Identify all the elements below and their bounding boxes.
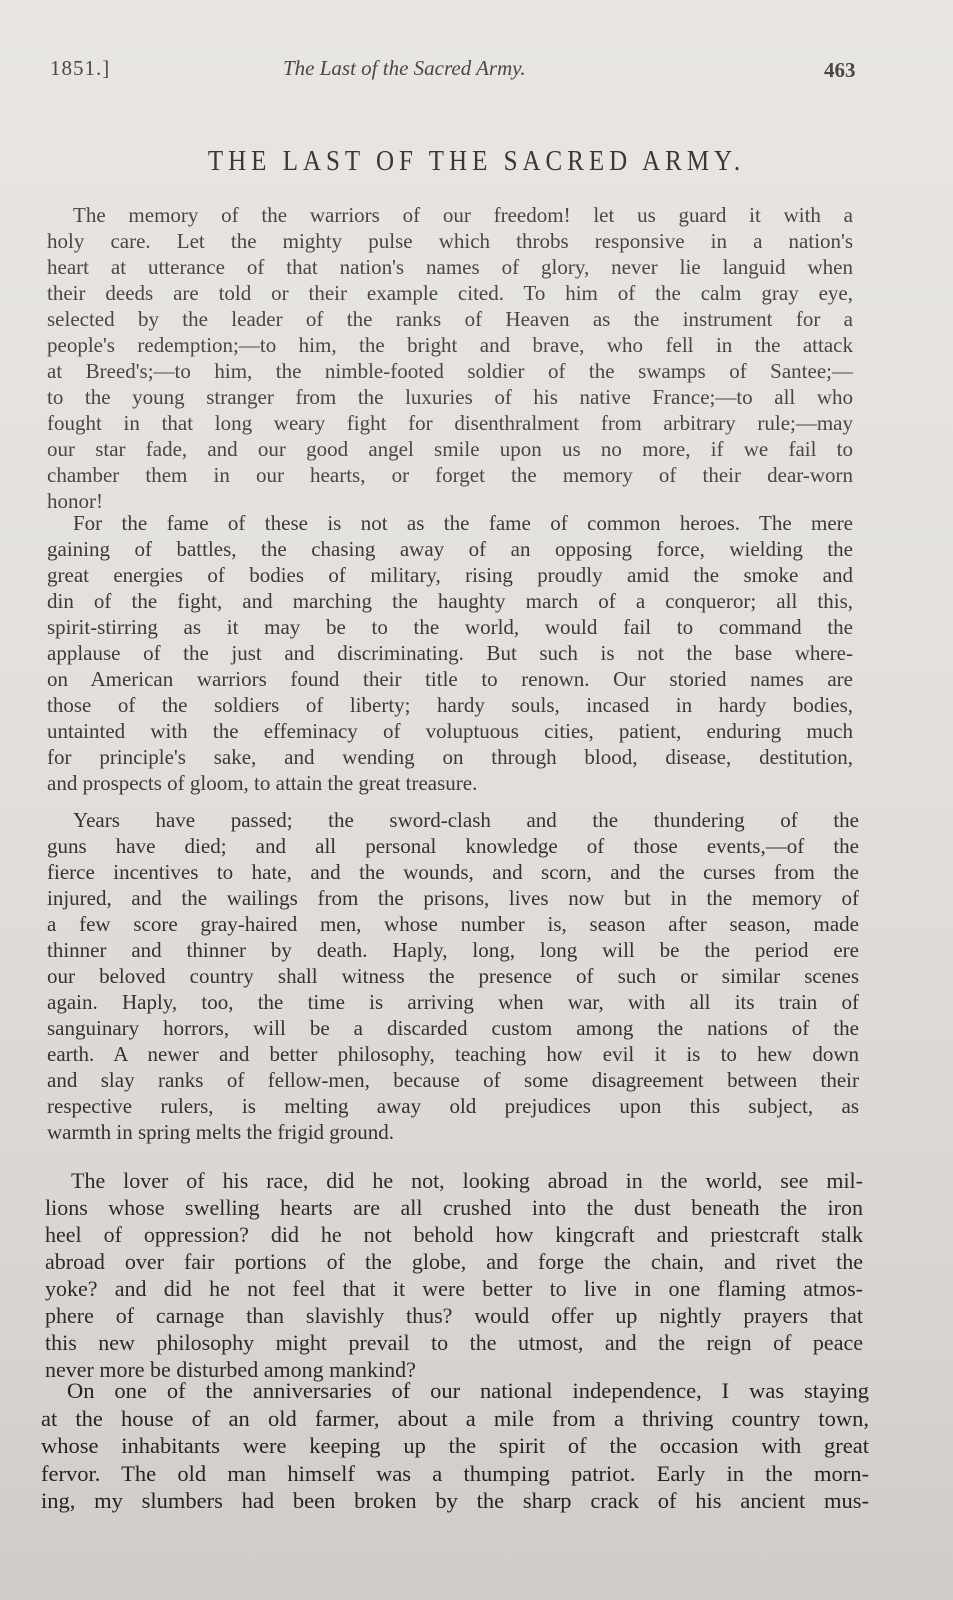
text-line: thinner and thinner by death. Haply, long, long will be the period ere [47,938,859,962]
text-line: warmth in spring melts the frigid ground. [47,1120,395,1144]
text-line: fierce incentives to hate, and the wounds, and scorn, and the curses from the [47,860,859,884]
text-line: Years have passed; the sword-clash and the thundering of the [73,808,859,832]
text-line: yoke? and did he not feel that it were better to live in one flaming atmos- [45,1276,863,1301]
text-line: selected by the leader of the ranks of Heaven as the instrument for a [47,307,853,331]
text-line: their deeds are told or their example cited. To him of the calm gray eye, [47,281,853,305]
text-line: abroad over fair portions of the globe, and forge the chain, and rivet the [45,1249,863,1274]
text-line: our star fade, and our good angel smile upon us no more, if we fail to [47,437,853,461]
paragraph-1 [47,202,853,514]
text-line: ing, my slumbers had been broken by the sharp crack of his ancient mus- [41,1488,869,1513]
text-line: holy care. Let the mighty pulse which throbs responsive in a nation's [47,229,853,253]
text-line: a few score gray-haired men, whose number is, season after season, made [47,912,859,936]
text-line: to the young stranger from the luxuries of his native France;—to all who [47,385,853,409]
text-line: din of the fight, and marching the haughty march of a conqueror; all this, [47,589,853,613]
running-head-year: 1851.] [50,56,111,80]
text-line: respective rulers, is melting away old prejudices upon this subject, as [47,1094,859,1118]
text-line: untainted with the effeminacy of voluptuous cities, patient, enduring much [47,719,853,743]
text-line: On one of the anniversaries of our national independence, I was staying [67,1378,869,1403]
text-line: again. Haply, too, the time is arriving when war, with all its train of [47,990,859,1014]
text-line: and slay ranks of fellow-men, because of some disagreement between their [47,1068,859,1092]
paragraph-2 [47,510,853,796]
text-line: our beloved country shall witness the presence of such or similar scenes [47,964,859,988]
text-line: heel of oppression? did he not behold how kingcraft and priestcraft stalk [45,1222,863,1247]
text-line: The lover of his race, did he not, looking abroad in the world, see mil- [71,1168,863,1193]
text-line: and prospects of gloom, to attain the great treasure. [47,771,478,795]
text-line: those of the soldiers of liberty; hardy souls, incased in hardy bodies, [47,693,853,717]
text-line: whose inhabitants were keeping up the spirit of the occasion with great [41,1433,869,1458]
text-line: gaining of battles, the chasing away of an opposing force, wielding the [47,537,853,561]
text-line: heart at utterance of that nation's names of glory, never lie languid when [47,255,853,279]
text-line: injured, and the wailings from the prisons, lives now but in the memory of [47,886,859,910]
text-line: The memory of the warriors of our freedom! let us guard it with a [73,203,853,227]
text-line: phere of carnage than slavishly thus? would offer up nightly prayers that [45,1303,863,1328]
text-line: earth. A newer and better philosophy, teaching how evil it is to hew down [47,1042,859,1066]
running-head-title: The Last of the Sacred Army. [283,56,526,80]
text-line: honor! [47,489,103,513]
text-line: this new philosophy might prevail to the utmost, and the reign of peace [45,1330,863,1355]
text-line: applause of the just and discriminating. But such is not the base where- [47,641,853,665]
paragraph-4 [45,1167,863,1383]
text-line: on American warriors found their title to renown. Our storied names are [47,667,853,691]
text-line: great energies of bodies of military, rising proudly amid the smoke and [47,563,853,587]
paragraph-3 [47,807,859,1145]
text-line: at the house of an old farmer, about a mile from a thriving country town, [41,1405,869,1431]
article-title: THE LAST OF THE SACRED ARMY. [207,145,746,177]
text-line: sanguinary horrors, will be a discarded custom among the nations of the [47,1016,859,1040]
text-line: lions whose swelling hearts are all crushed into the dust beneath the iron [45,1195,863,1220]
text-line: never more be disturbed among mankind? [45,1357,416,1382]
text-line: fervor. The old man himself was a thumping patriot. Early in the morn- [41,1460,869,1486]
running-head [0,56,953,86]
text-line: guns have died; and all personal knowledge of those events,—of the [47,834,859,858]
text-line: spirit-stirring as it may be to the world, would fail to command the [47,615,853,639]
text-line: at Breed's;—to him, the nimble-footed soldier of the swamps of Santee;— [47,359,853,383]
text-line: chamber them in our hearts, or forget the memory of their dear-worn [47,463,853,487]
page-number: 463 [824,58,856,82]
text-line: for principle's sake, and wending on through blood, disease, destitution, [47,745,853,769]
text-line: For the fame of these is not as the fame of common heroes. The mere [73,511,853,535]
paragraph-5 [41,1377,869,1515]
text-line: people's redemption;—to him, the bright and brave, who fell in the attack [47,333,853,357]
text-line: fought in that long weary fight for disenthralment from arbitrary rule;—may [47,411,853,435]
